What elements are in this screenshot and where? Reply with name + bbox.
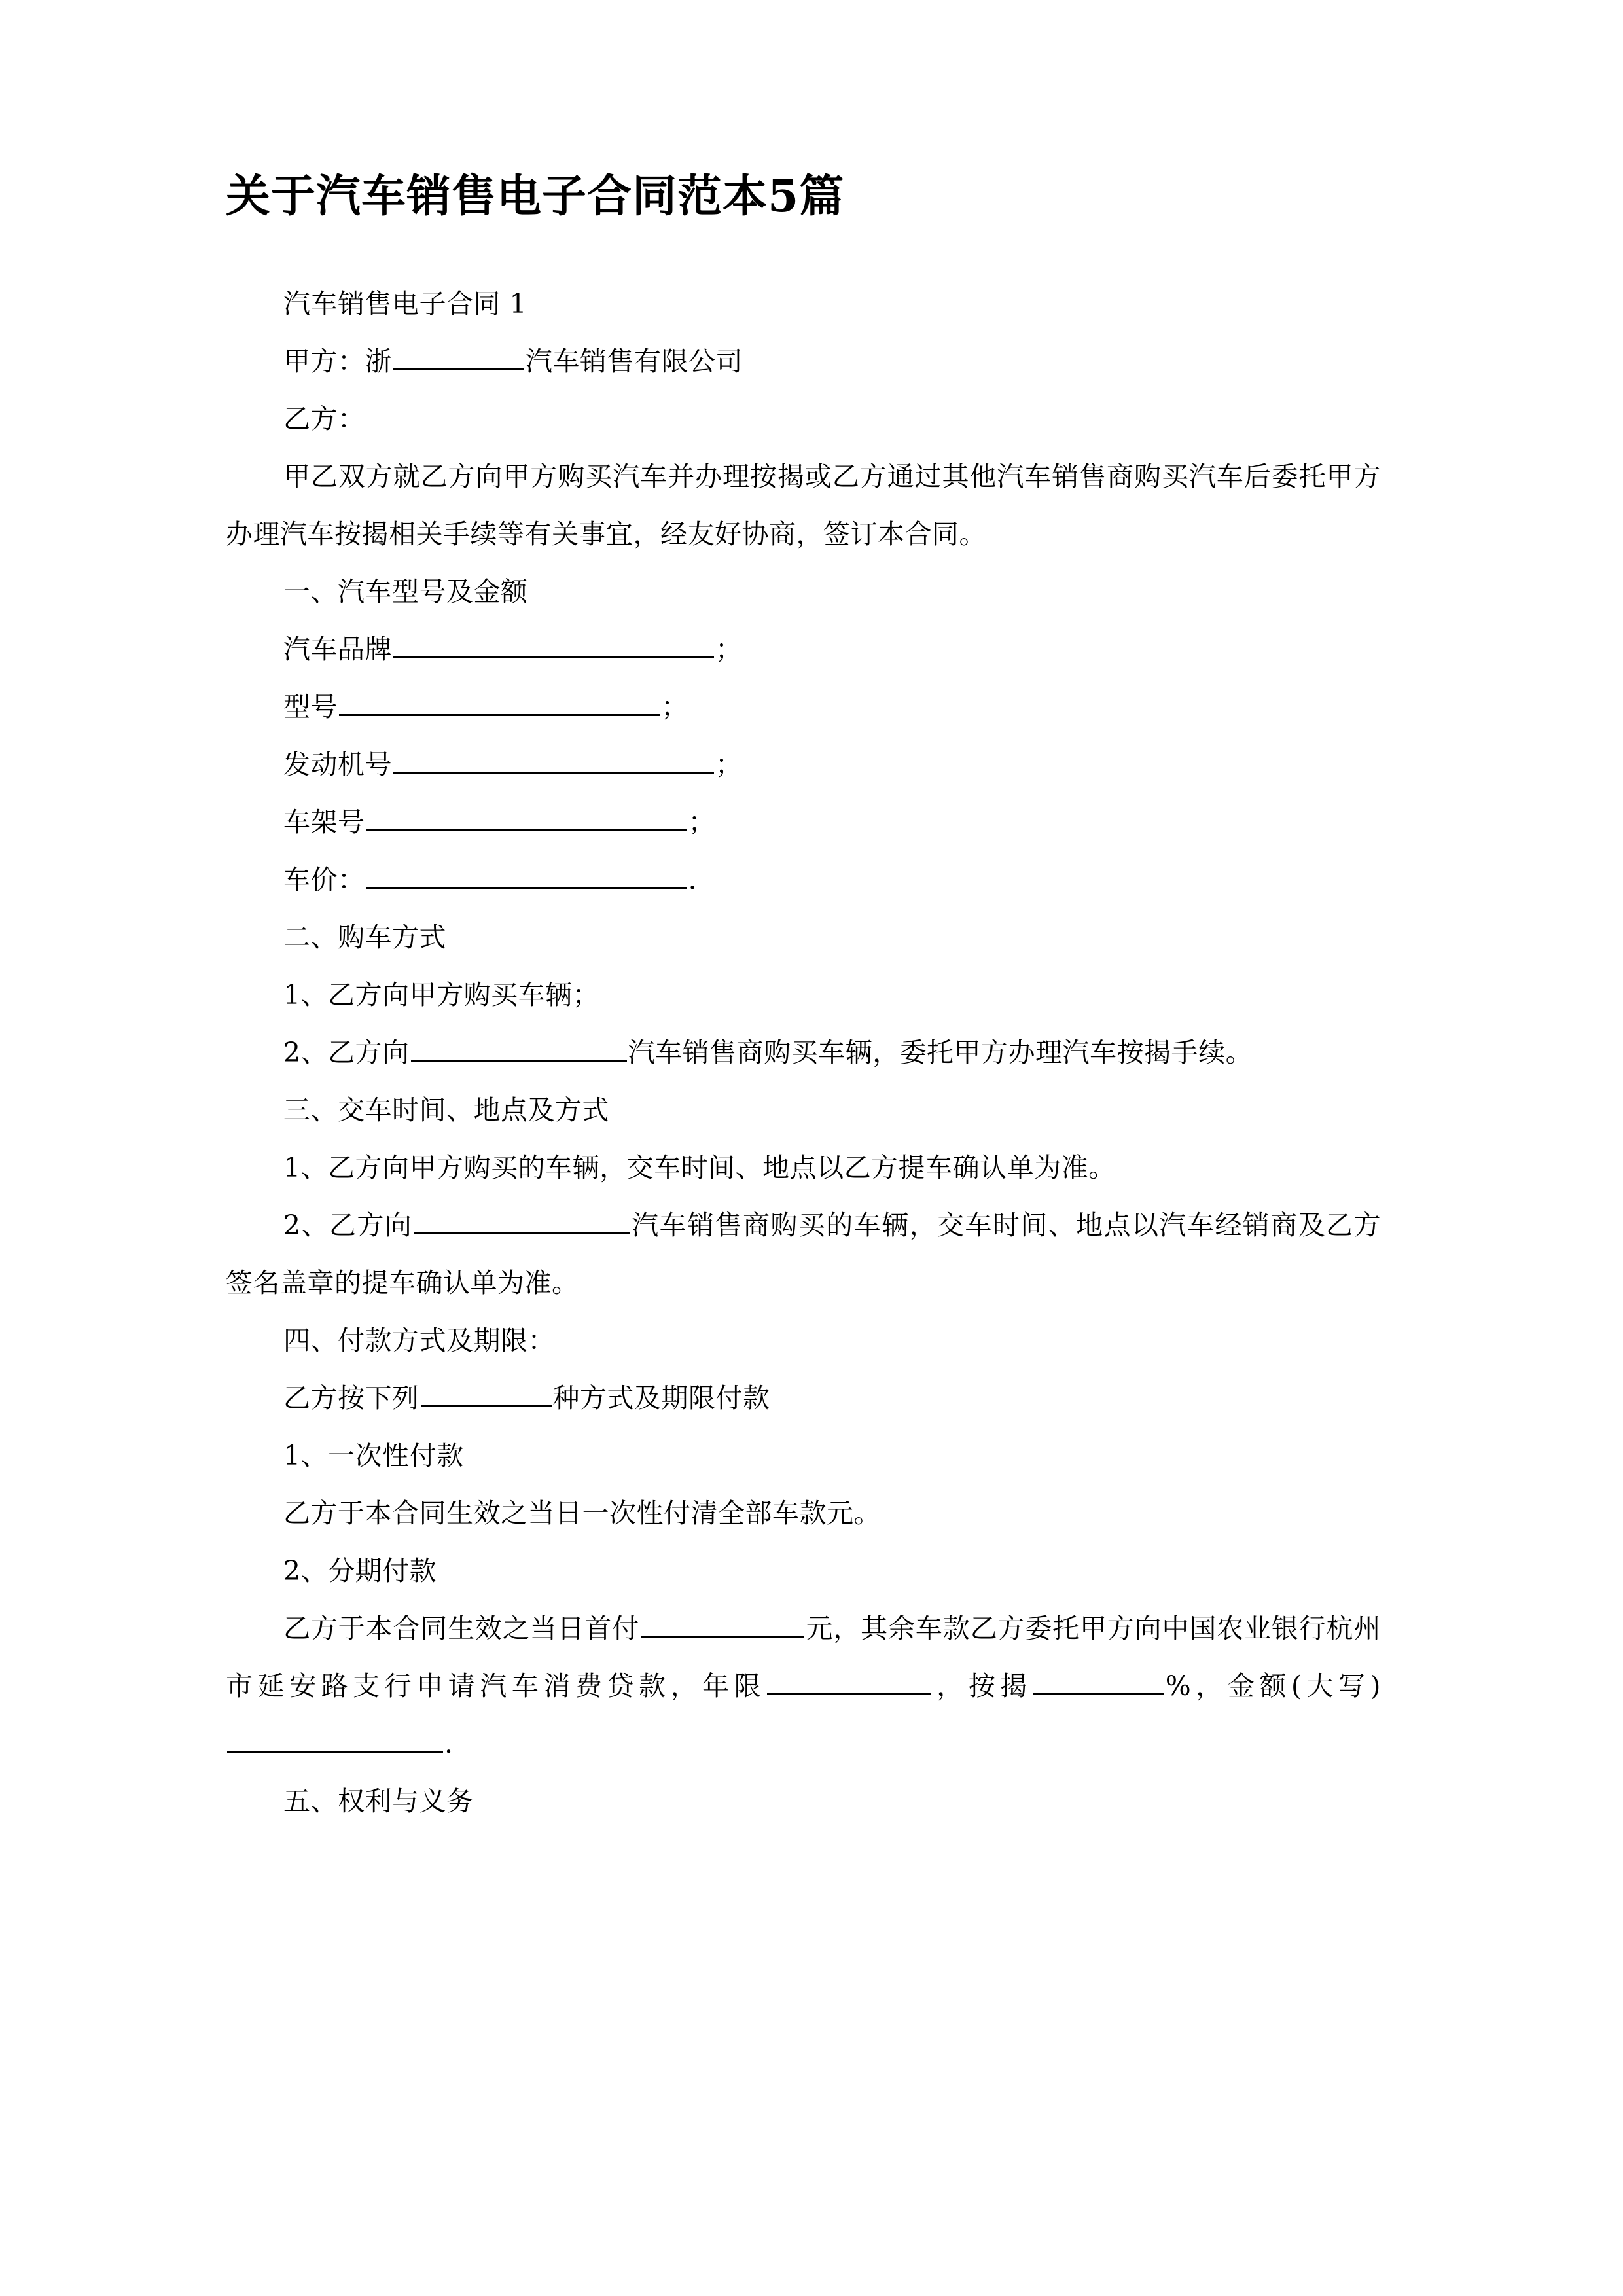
party-b-line: 乙方： <box>283 403 365 435</box>
clause-3-dealer-blank[interactable] <box>414 1208 630 1234</box>
field-car-price-end: . <box>688 863 698 895</box>
clause-4-item-2-body <box>226 1600 1381 1772</box>
page-title: 关于汽车销售电子合同范本5篇 <box>226 170 845 223</box>
clause-4-lead-pre: 乙方按下列 <box>283 1382 419 1414</box>
clause-3-heading: 三、交车时间、地点及方式 <box>283 1094 609 1126</box>
party-a-suffix: 汽车销售有限公司 <box>526 345 743 377</box>
clause-4-downpayment-blank[interactable] <box>641 1611 804 1638</box>
field-car-brand-end: ； <box>715 633 743 665</box>
clause-3-item-2-post: 汽车销售商购买的车辆，交车时间、地点以汽车经销商及乙方签名盖章的提车确认单为准。 <box>226 1209 1381 1299</box>
party-a-line <box>226 332 1381 390</box>
clause-3-item-1: 1、乙方向甲方购买的车辆，交车时间、地点以乙方提车确认单为准。 <box>283 1151 1116 1183</box>
clause-2-item-1: 1、乙方向甲方购买车辆； <box>283 978 600 1011</box>
field-engine-number <box>226 736 1381 793</box>
clause-4-heading: 四、付款方式及期限： <box>283 1324 555 1356</box>
clause-4-loan-text: 元，其余车款乙方委托甲方向中国农业银行杭州市延安路支行申请汽车消费贷款，年限 <box>226 1612 1382 1702</box>
party-a-blank[interactable] <box>393 344 524 370</box>
clause-3-item-2 <box>226 1196 1381 1312</box>
field-engine-number-label: 发动机号 <box>283 748 392 780</box>
clause-4-lead-post: 种方式及期限付款 <box>552 1382 770 1414</box>
clause-4-mortgage-rate-blank[interactable] <box>1033 1668 1164 1695</box>
clause-2-item-2 <box>226 1024 1381 1081</box>
field-car-model-blank[interactable] <box>339 689 660 716</box>
field-engine-number-blank[interactable] <box>393 747 714 774</box>
clause-1-heading: 一、汽车型号及金额 <box>283 575 528 607</box>
field-car-brand <box>226 620 1381 678</box>
preamble-paragraph: 甲乙双方就乙方向甲方购买汽车并办理按揭或乙方通过其他汽车销售商购买汽车后委托甲方办理汽车按揭相关手续等有关事宜，经友好协商，签订本合同。 <box>226 460 1381 550</box>
field-vin-number-blank[interactable] <box>366 804 687 831</box>
clause-3-item-2-pre: 2、乙方向 <box>283 1209 413 1241</box>
document-content <box>226 170 1381 1830</box>
clause-4-amount-blank[interactable] <box>227 1726 443 1753</box>
field-car-price-blank[interactable] <box>366 862 687 889</box>
field-car-brand-label: 汽车品牌 <box>283 633 392 665</box>
clause-4-method-blank[interactable] <box>421 1380 552 1407</box>
clause-4-loan-term-blank[interactable] <box>767 1668 931 1695</box>
field-car-model-end: ； <box>661 691 688 723</box>
clause-4-downpayment-pre: 乙方于本合同生效之当日首付 <box>283 1612 640 1644</box>
field-vin-number-end: ； <box>688 806 715 838</box>
clause-2-dealer-blank[interactable] <box>411 1035 627 1062</box>
clause-2-item-2-post: 汽车销售商购买车辆，委托甲方办理汽车按揭手续。 <box>628 1036 1253 1068</box>
clause-2-item-2-pre: 2、乙方向 <box>283 1036 410 1068</box>
clause-4-item-1-body: 乙方于本合同生效之当日一次性付清全部车款元。 <box>283 1497 881 1529</box>
field-car-model-label: 型号 <box>283 691 338 723</box>
clause-5-heading: 五、权利与义务 <box>283 1785 474 1817</box>
clause-4-item-1-title: 1、一次性付款 <box>283 1439 464 1471</box>
field-car-model <box>226 678 1381 736</box>
field-vin-number-label: 车架号 <box>283 806 365 838</box>
clause-4-item-2-title: 2、分期付款 <box>283 1554 437 1587</box>
party-a-label: 甲方：浙 <box>283 345 392 377</box>
clause-4-lead <box>226 1369 1381 1427</box>
field-car-brand-blank[interactable] <box>393 632 714 658</box>
field-vin-number <box>226 793 1381 851</box>
field-engine-number-end: ； <box>715 748 743 780</box>
contract-subtitle: 汽车销售电子合同 1 <box>283 287 527 319</box>
clause-4-amount-text: %，金额(大写) <box>1165 1670 1382 1702</box>
clause-4-mortgage-text: ，按揭 <box>932 1670 1032 1702</box>
clause-4-amount-end: . <box>444 1727 454 1759</box>
clause-2-heading: 二、购车方式 <box>283 921 446 953</box>
field-car-price <box>226 851 1381 908</box>
field-car-price-label: 车价： <box>283 863 365 895</box>
